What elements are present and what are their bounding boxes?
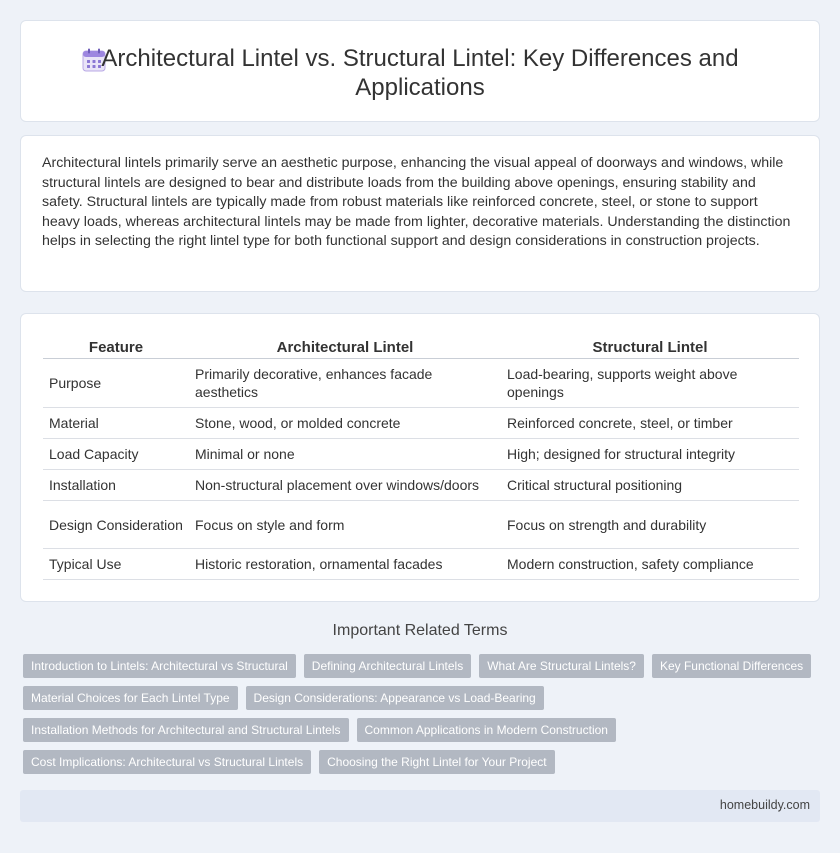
- comparison-table: [43, 336, 799, 580]
- tag-row: [23, 654, 823, 678]
- table-row: [43, 359, 799, 408]
- tag-row: [23, 718, 823, 742]
- table-cell: Focus on style and form: [189, 501, 501, 549]
- related-term-tag[interactable]: Key Functional Differences: [652, 654, 811, 678]
- table-row: [43, 439, 799, 470]
- table-cell: Critical structural positioning: [501, 470, 799, 501]
- table-cell: Minimal or none: [189, 439, 501, 470]
- table-cell: Non-structural placement over windows/doors: [189, 470, 501, 501]
- table-cell: Load Capacity: [43, 439, 189, 470]
- table-cell: Historic restoration, ornamental facades: [189, 549, 501, 580]
- related-term-tag[interactable]: Installation Methods for Architectural and Structural Lintels: [23, 718, 349, 742]
- related-term-tag[interactable]: Choosing the Right Lintel for Your Project: [319, 750, 554, 774]
- table-row: [43, 549, 799, 580]
- header-card: [20, 20, 820, 122]
- intro-paragraph: Architectural lintels primarily serve an aesthetic purpose, enhancing the visual appeal of doorways and windows, while structural lintels are designed to bear and distribute loads from the building above openings, ensuring stability and safety. Structural lintels are typically made from robust materials like reinforced concrete, steel, or stone to support heavy loads, whereas architectural lintels may be made from lighter, decorative materials. Understanding the distinction helps in selecting the right lintel type for both functional support and design considerations in construction projects.: [42, 155, 791, 249]
- table-cell: Primarily decorative, enhances facade aesthetics: [189, 359, 501, 408]
- table-row: [43, 470, 799, 501]
- table-row: [43, 408, 799, 439]
- table-cell: Material: [43, 408, 189, 439]
- table-cell: Load-bearing, supports weight above openings: [501, 359, 799, 408]
- tag-row: [23, 686, 823, 710]
- related-terms-title: Important Related Terms: [332, 622, 508, 639]
- page-title: Architectural Lintel vs. Structural Lintel: Key Differences and Applications: [101, 45, 739, 101]
- related-term-tag[interactable]: Cost Implications: Architectural vs Structural Lintels: [23, 750, 311, 774]
- table-cell: Typical Use: [43, 549, 189, 580]
- table-cell: Purpose: [43, 359, 189, 408]
- table-cell: Focus on strength and durability: [501, 501, 799, 549]
- related-term-tag[interactable]: Introduction to Lintels: Architectural vs Structural: [23, 654, 296, 678]
- tag-row: [23, 750, 823, 774]
- table-row: [43, 501, 799, 549]
- header-architectural: Architectural Lintel: [189, 336, 501, 359]
- table-header-row: [43, 336, 799, 359]
- comparison-card: [20, 313, 820, 602]
- related-term-tag[interactable]: Common Applications in Modern Construction: [357, 718, 616, 742]
- related-term-tag[interactable]: What Are Structural Lintels?: [479, 654, 644, 678]
- related-term-tag[interactable]: Defining Architectural Lintels: [304, 654, 471, 678]
- table-cell: High; designed for structural integrity: [501, 439, 799, 470]
- related-terms: [23, 654, 823, 782]
- intro-card: [20, 135, 820, 292]
- header-structural: Structural Lintel: [501, 336, 799, 359]
- related-term-tag[interactable]: Material Choices for Each Lintel Type: [23, 686, 238, 710]
- table-cell: Modern construction, safety compliance: [501, 549, 799, 580]
- table-cell: Reinforced concrete, steel, or timber: [501, 408, 799, 439]
- header-feature: Feature: [43, 336, 189, 359]
- table-cell: Stone, wood, or molded concrete: [189, 408, 501, 439]
- related-term-tag[interactable]: Design Considerations: Appearance vs Load-Bearing: [246, 686, 544, 710]
- footer: [20, 790, 820, 822]
- footer-site-link[interactable]: homebuildy.com: [719, 798, 810, 812]
- table-cell: Installation: [43, 470, 189, 501]
- table-cell: Design Consideration: [43, 501, 189, 549]
